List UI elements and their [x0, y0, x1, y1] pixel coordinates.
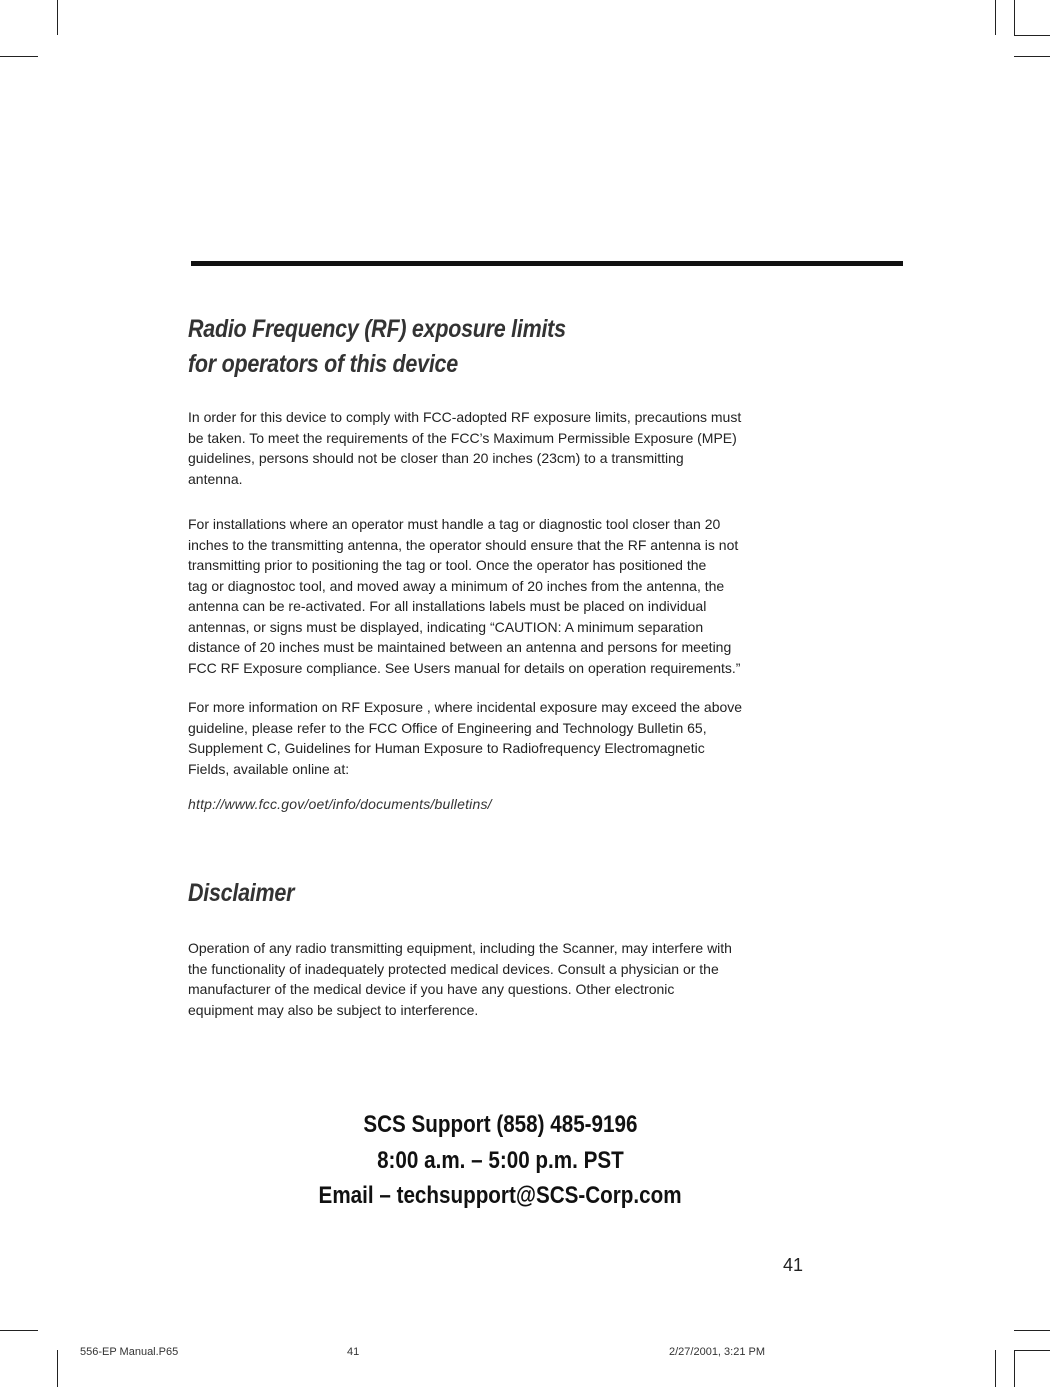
text-line: inches to the transmitting antenna, the operator should ensure that the RF antenna is not	[188, 536, 739, 553]
crop-mark	[1014, 35, 1050, 36]
text-line: For installations where an operator must handle a tag or diagnostic tool closer than 20	[188, 516, 721, 532]
support-hours: 8:00 a.m. – 5:00 p.m. PST	[376, 1147, 624, 1174]
crop-mark	[1014, 1350, 1015, 1387]
text-line: antenna.	[188, 470, 243, 487]
text-line: manufacturer of the medical device if you have any questions. Other electronic	[188, 981, 675, 997]
text-line: guidelines, persons should not be closer than 20 inches (23cm) to a transmitting	[188, 450, 684, 466]
rf-heading	[188, 312, 566, 382]
text-line: be taken. To meet the requirements of the FCC’s Maximum Permissible Exposure (MPE)	[188, 429, 737, 446]
text-line: antennas, or signs must be displayed, indicating “CAUTION: A minimum separation	[188, 618, 704, 635]
text-line: For more information on RF Exposure , where incidental exposure may exceed the above	[188, 699, 743, 715]
crop-mark	[1014, 1350, 1050, 1351]
text-line: tag or diagnostoc tool, and moved away a minimum of 20 inches from the antenna, the	[188, 577, 725, 594]
crop-mark	[57, 0, 58, 35]
crop-mark	[1014, 0, 1015, 36]
text-line: Operation of any radio transmitting equipment, including the Scanner, may interfere with	[188, 940, 732, 956]
print-footer-filename: 556-EP Manual.P65	[80, 1346, 179, 1358]
text-line: FCC RF Exposure compliance. See Users manual for details on operation requirements.”	[188, 659, 741, 676]
crop-mark	[1014, 56, 1050, 57]
crop-mark	[57, 1350, 58, 1387]
page-number: 41	[783, 1255, 804, 1275]
section-rule	[191, 261, 903, 266]
disclaimer-paragraph	[188, 938, 818, 1020]
text-line: Supplement C, Guidelines for Human Exposure to Radiofrequency Electromagnetic	[188, 740, 705, 756]
support-email: Email – techsupport@SCS-Corp.com	[318, 1182, 682, 1209]
text-line: distance of 20 inches must be maintained between an antenna and persons for meeting	[188, 639, 732, 655]
text-line: transmitting prior to positioning the tag or tool. Once the operator has positioned the	[188, 557, 707, 573]
crop-mark	[0, 1330, 38, 1331]
rf-heading-line-1: Radio Frequency (RF) exposure limits	[188, 315, 566, 343]
rf-paragraph-2	[188, 514, 818, 678]
text-line: equipment may also be subject to interference.	[188, 1001, 479, 1018]
support-phone: SCS Support (858) 485-9196	[362, 1111, 638, 1138]
text-line: antenna can be re-activated. For all installations labels must be placed on individual	[188, 598, 707, 614]
rf-heading-line-2: for operators of this device	[188, 350, 458, 378]
crop-mark	[995, 0, 996, 35]
print-footer-page: 41	[347, 1346, 360, 1358]
rf-paragraph-3	[188, 697, 818, 779]
print-footer-datetime: 2/27/2001, 3:21 PM	[669, 1346, 766, 1358]
rf-paragraph-1	[188, 407, 818, 489]
text-line: guideline, please refer to the FCC Office of Engineering and Technology Bulletin 65,	[188, 719, 707, 736]
text-line: In order for this device to comply with FCC-adopted RF exposure limits, precautions must	[188, 409, 742, 425]
text-line: Fields, available online at:	[188, 760, 350, 777]
disclaimer-heading: Disclaimer	[188, 879, 295, 907]
text-line: the functionality of inadequately protected medical devices. Consult a physician or the	[188, 960, 719, 977]
crop-mark	[1014, 1330, 1050, 1331]
crop-mark	[995, 1350, 996, 1387]
fcc-bulletins-url: http://www.fcc.gov/oet/info/documents/bulletins/	[188, 796, 492, 812]
crop-mark	[0, 56, 38, 57]
